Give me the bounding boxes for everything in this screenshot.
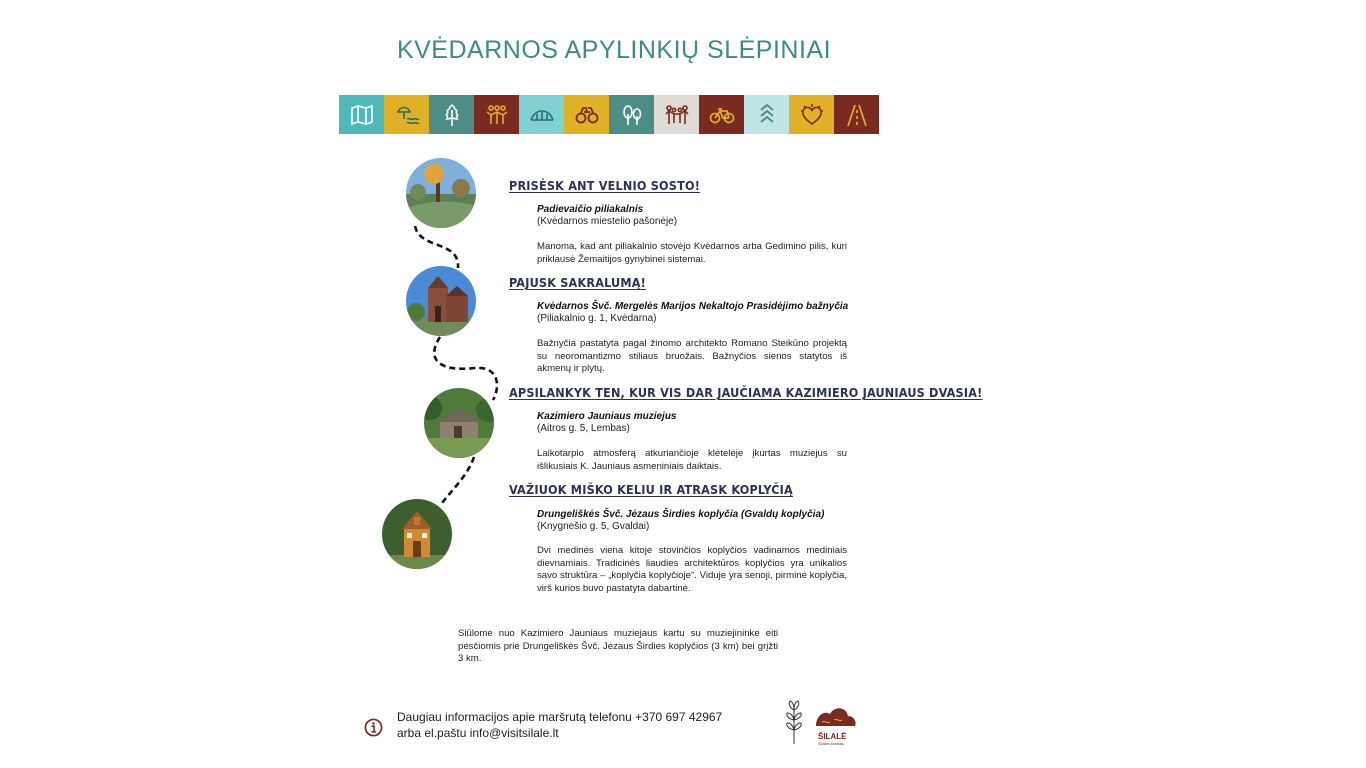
section-heading: APSILANKYK TEN, KUR VIS DAR JAUČIAMA KAZIMIERO JAUNIAUS DVASIA! bbox=[509, 385, 983, 400]
place-name: Kvėdarnos Švč. Mergelės Marijos Nekaltojo Prasidėjimo bažnyčia bbox=[537, 301, 849, 312]
place-description: Bažnyčia pastatyta pagal žinomo architekto Romano Steikūno projektą su neoromantizmo stiliaus bruožais. Bažnyčios sienos statytos iš akmenų ir plytų. bbox=[537, 338, 847, 374]
place-description: Dvi medinės viena kitoje stovinčios koplyčios vadinamos mediniais dievnamiais. Tradicinės liaudies architektūros koplyčios yra unikalios savo struktūra – „koplyčia koplyčioje“. Viduje yra senoji, pirminė koplyčia, virš kurios buvo pastatyta dabartinė. bbox=[537, 545, 847, 594]
contact-phone-line: Daugiau informacijos apie maršrutą telefonu +370 697 42967 bbox=[397, 710, 723, 724]
info-icon bbox=[364, 718, 383, 737]
place-description: Manoma, kad ant piliakalnio stovėjo Kvėdarnos arba Gedimino pilis, kuri priklausė Žemaitijos gynybinei sistemai. bbox=[537, 241, 847, 265]
section-heading: PRISĖSK ANT VELNIO SOSTO! bbox=[509, 178, 701, 193]
place-name: Drungeliškės Švč. Jėzaus Širdies koplyčia (Gvaldų koplyčia) bbox=[537, 509, 825, 520]
contact-info bbox=[397, 710, 753, 741]
place-address: (Knygnešio g. 5, Gvaldai) bbox=[537, 521, 650, 532]
logo-subtitle: Šilalės kraštas bbox=[818, 741, 844, 746]
place-address: (Piliakalnio g. 1, Kvėdarna) bbox=[537, 313, 657, 324]
photo-drungeliskes-koplycia bbox=[382, 499, 452, 569]
place-name: Padievaičio piliakalnis bbox=[537, 204, 644, 215]
place-description: Laikotarpio atmosferą atkuriančioje klėtelėje įkurtas muziejus su išlikusiais K. Jauniaus asmeniniais daiktais. bbox=[537, 448, 847, 472]
place-address: (Aitros g. 5, Lembas) bbox=[537, 423, 630, 434]
section-heading: VAŽIUOK MIŠKO KELIU IR ATRASK KOPLYČIĄ bbox=[509, 482, 793, 497]
section-heading: PAJUSK SAKRALUMĄ! bbox=[509, 275, 646, 290]
place-address: (Kvėdarnos miestelio pašonėje) bbox=[537, 216, 678, 227]
page-title: KVĖDARNOS APYLINKIŲ SLĖPINIAI bbox=[396, 36, 832, 64]
photo-padievaicio-piliakalnis bbox=[406, 158, 476, 228]
contact-email-line: arba el.paštu info@visitsilale.lt bbox=[397, 725, 559, 740]
photo-kvedarnos-baznycia bbox=[406, 266, 476, 336]
photo-jauniaus-muziejus bbox=[424, 388, 494, 458]
place-name: Kazimiero Jauniaus muziejus bbox=[537, 411, 677, 422]
walking-suggestion-note: Siūlome nuo Kazimiero Jauniaus muziejaus kartu su muziejininke eiti pėsčiomis prie Drungeliškės Švč. Jėzaus Širdies koplyčios (3 km) bei grįžti 3 km. bbox=[458, 628, 778, 664]
logo-name: ŠILALĖ bbox=[818, 732, 847, 741]
